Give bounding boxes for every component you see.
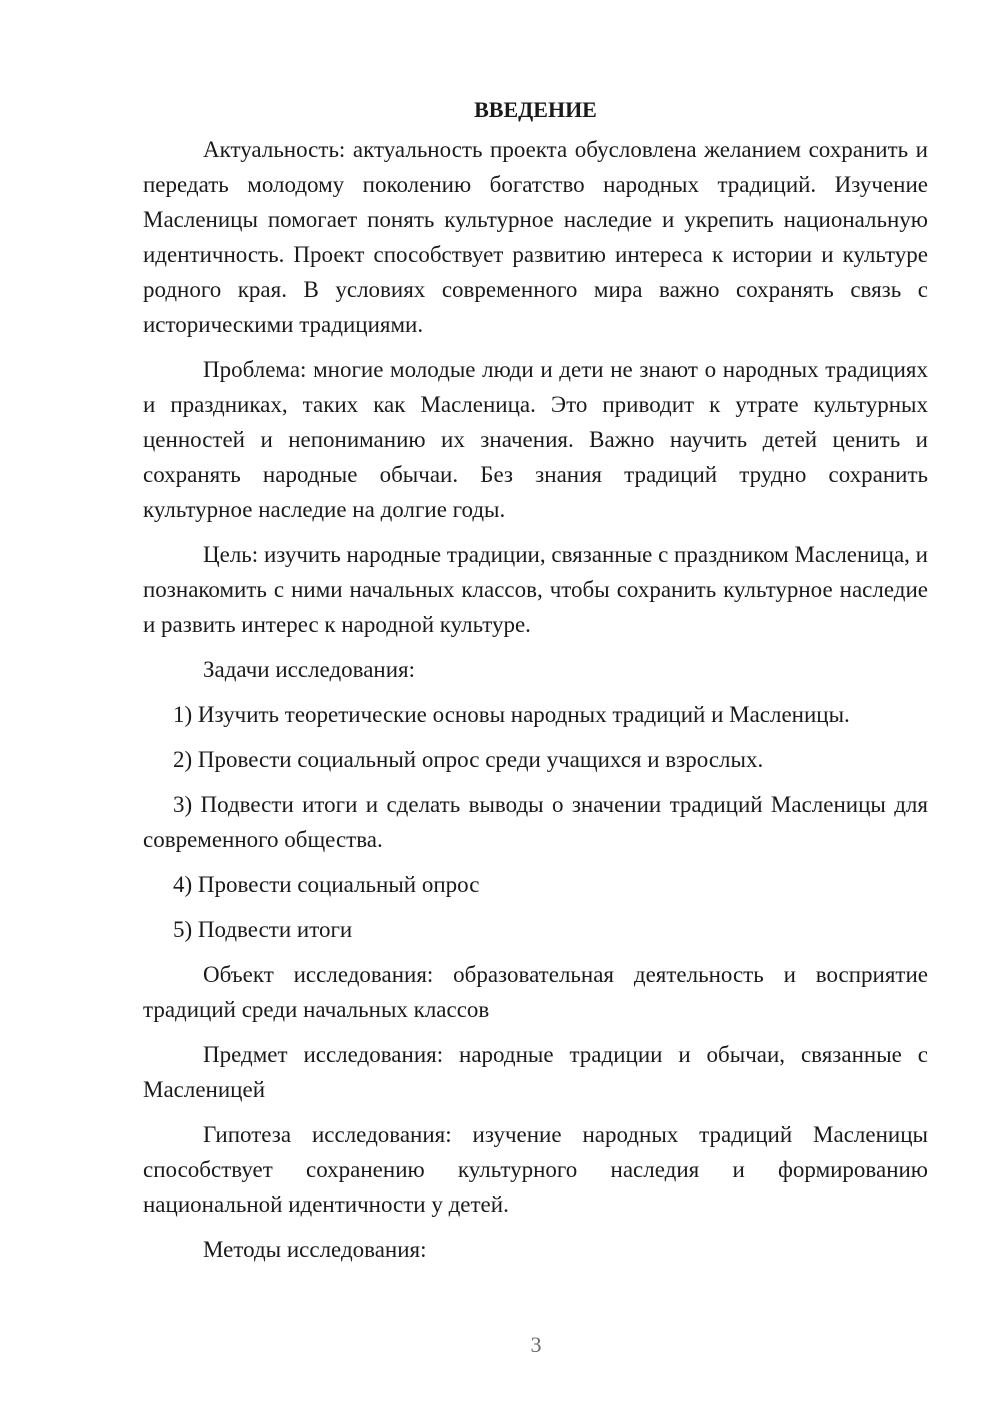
paragraph-problem: Проблема: многие молодые люди и дети не знают о народных традициях и праздниках, таких как Масленица. Это приводит к утрате культурных ценностей и непониманию их значения. Важно научить детей ценить и сохранять народные обычаи. Без знания традиций трудно сохранить культурное наследие на долгие годы. [143, 357, 928, 522]
task-item-4: 4) Провести социальный опрос [173, 872, 480, 897]
paragraph-hypothesis: Гипотеза исследования: изучение народных традиций Масленицы способствует сохранению культурного наследия и формированию национальной идентичности у детей. [143, 1122, 928, 1217]
task-item-5: 5) Подвести итоги [173, 917, 353, 942]
paragraph-object: Объект исследования: образовательная деятельность и восприятие традиций среди начальных классов [143, 962, 928, 1022]
paragraph-subject: Предмет исследования: народные традиции и обычаи, связанные с Масленицей [143, 1042, 928, 1102]
task-item-2: 2) Провести социальный опрос среди учащихся и взрослых. [173, 747, 764, 772]
paragraph-goal: Цель: изучить народные традиции, связанные с праздником Масленица, и познакомить с ними начальных классов, чтобы сохранить культурное наследие и развить интерес к народной культуре. [143, 542, 928, 637]
task-item-1: 1) Изучить теоретические основы народных традиций и Масленицы. [173, 702, 850, 727]
methods-heading: Методы исследования: [203, 1237, 427, 1262]
page-title: ВВЕДЕНИЕ [474, 97, 597, 122]
task-item-3: 3) Подвести итоги и сделать выводы о значении традиций Масленицы для современного общества. [143, 792, 928, 852]
document-page [143, 92, 928, 1277]
page-number: 3 [530, 1332, 542, 1357]
tasks-heading: Задачи исследования: [203, 657, 416, 682]
paragraph-relevance: Актуальность: актуальность проекта обусловлена желанием сохранить и передать молодому поколению богатство народных традиций. Изучение Масленицы помогает понять культурное наследие и укрепить национальную идентичность. Проект способствует развитию интереса к истории и культуре родного края. В условиях современного мира важно сохранять связь с историческими традициями. [143, 137, 928, 337]
